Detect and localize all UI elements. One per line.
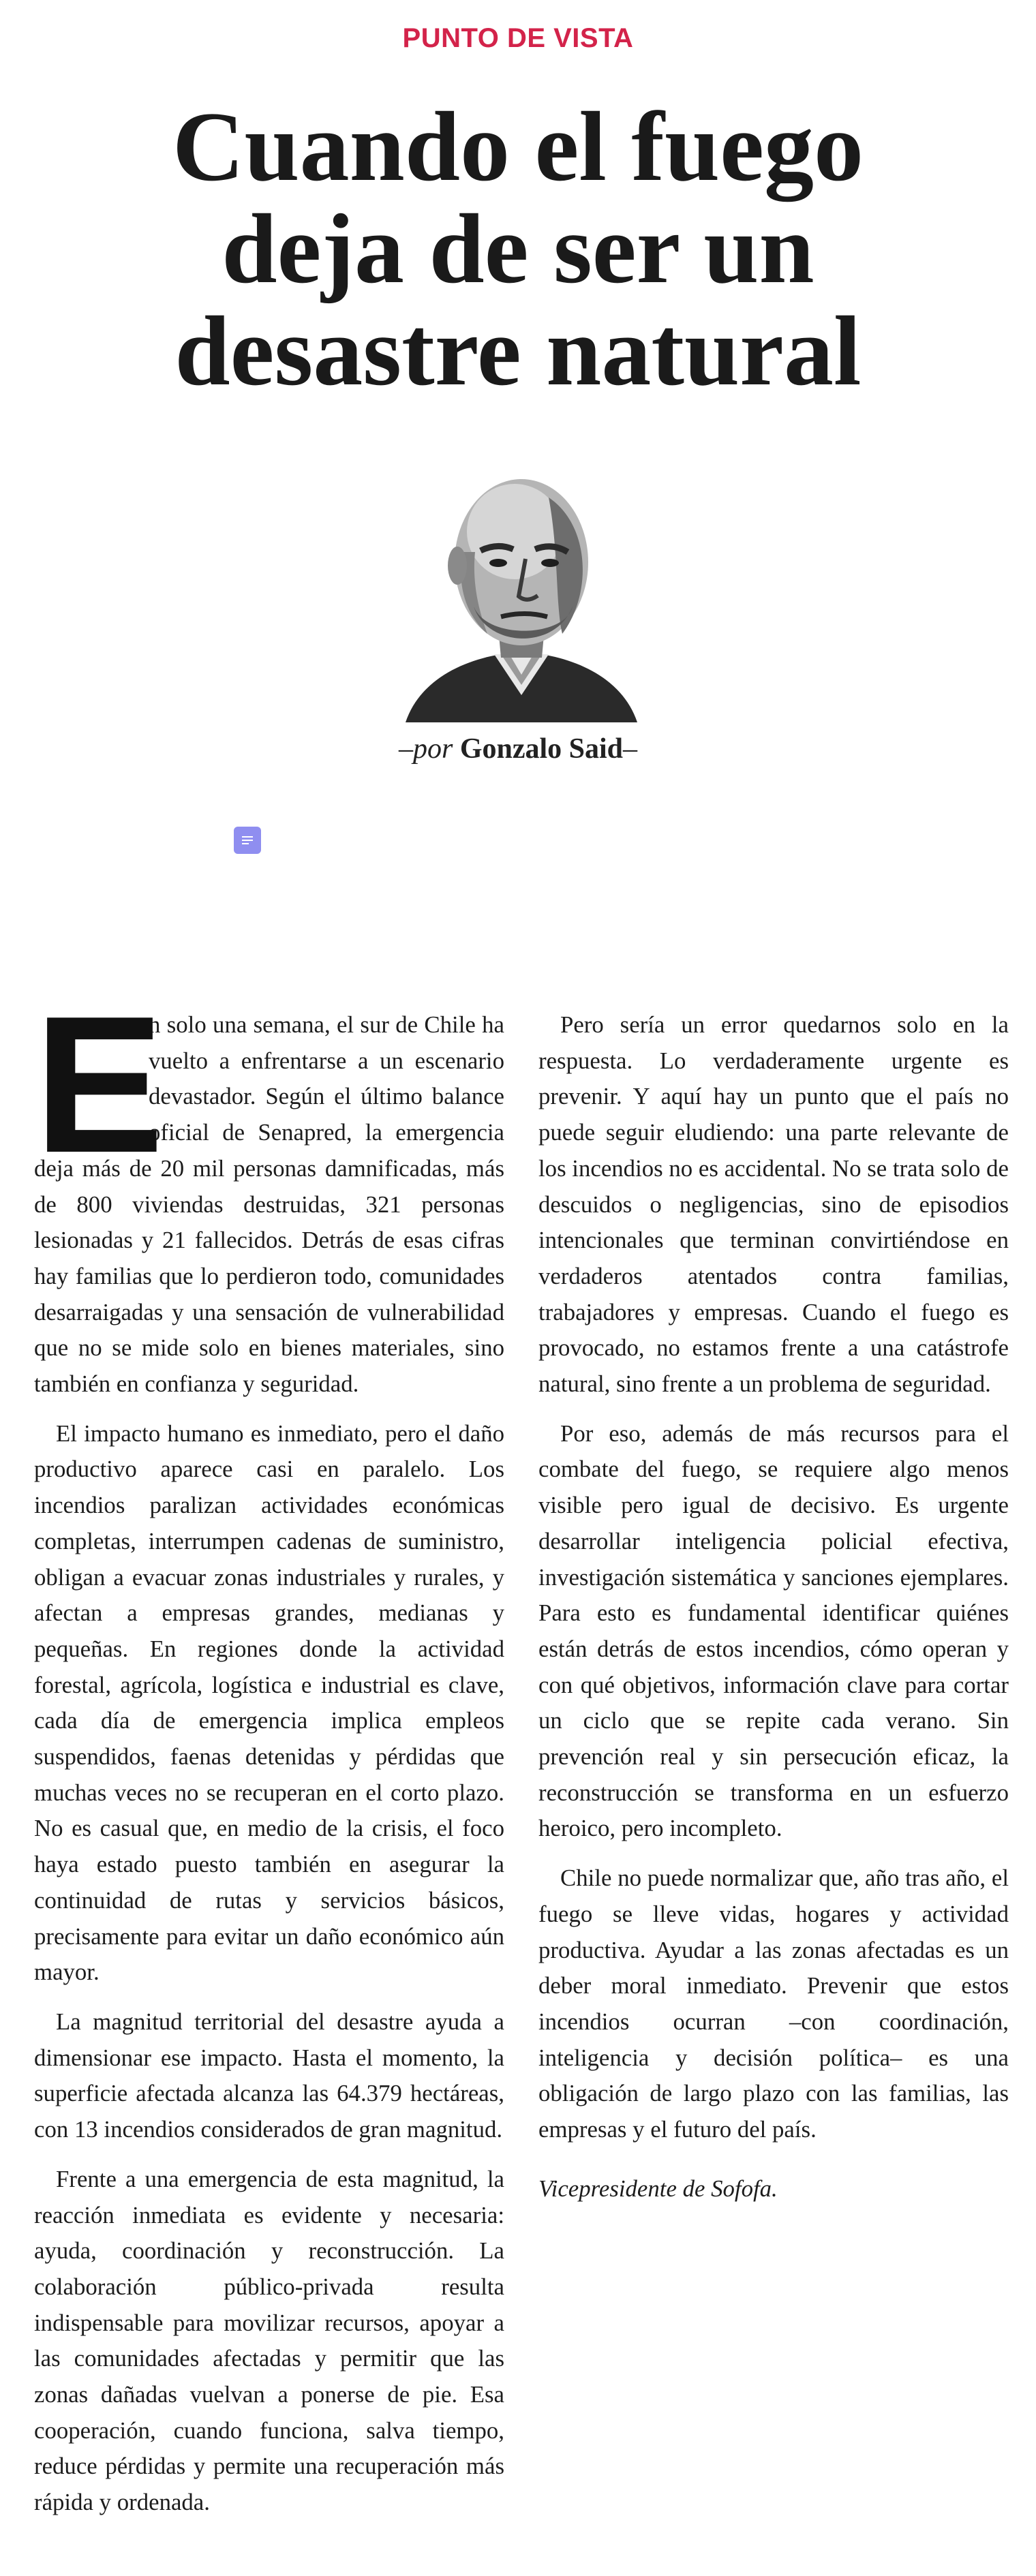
paragraph-5: Pero sería un error quedarnos solo en la respuesta. Lo verdaderamente urgente es prevenir. Y aquí hay un punto que el país no puede seguir eludiendo: una parte relevante de los incendios no es accidental. No se trata solo de descuidos o negligencias, sino de episodios intencionales que terminan convirtiéndose en verdaderos atentados contra familias, trabajadores y empresas. Cuando el fuego es provocado, no estamos frente a una catástrofe natural, sino frente a un problema de seguridad. bbox=[538, 1011, 1009, 1398]
document-lines-glyph bbox=[234, 827, 261, 854]
byline bbox=[0, 733, 1036, 765]
paragraph-3: La magnitud territorial del desastre ayuda a dimensionar ese impacto. Hasta el momento, la superficie afectada alcanza las 64.379 hectáreas, con 13 incendios considerados de gran magnitud. bbox=[34, 2008, 504, 2143]
author-portrait bbox=[399, 450, 644, 722]
drop-cap bbox=[34, 975, 164, 1193]
paragraph-4: Frente a una emergencia de esta magnitud, la reacción inmediata es evidente y necesaria: ayuda, coordinación y reconstrucción. La colaboración público-privada resulta indispensable para movilizar recursos, apoyar a las comunidades afectadas y permitir que las zonas dañadas vuelvan a ponerse de pie. Esa cooperación, cuando funciona, salva tiempo, reduce pérdidas y permite una recuperación más rápida y ordenada. bbox=[34, 2165, 504, 2516]
paragraph-2: El impacto humano es inmediato, pero el daño productivo aparece casi en paralelo. Los incendios paralizan actividades económicas completas, interrumpen cadenas de suministro, obligan a evacuar zonas industriales y rurales, y afectan a empresas grandes, medianas y pequeñas. En regiones donde la actividad forestal, agrícola, logística e industrial es clave, cada día de emergencia implica empleos suspendidos, faenas detenidas y pérdidas que muchas veces no se recuperan en el corto plazo. No es casual que, en medio de la crisis, el foco haya estado puesto también en asegurar la continuidad de rutas y servicios básicos, precisamente para evitar un daño económico aún mayor. bbox=[34, 1420, 504, 1986]
byline-author: Gonzalo Said bbox=[459, 733, 624, 765]
byline-prefix: –por bbox=[398, 733, 453, 765]
paragraph-6: Por eso, además de más recursos para el combate del fuego, se requiere algo menos visible pero igual de decisivo. Es urgente desarrollar inteligencia policial efectiva, investigación sistemática y sanciones ejemplares. Para esto es fundamental identificar quiénes están detrás de estos incendios, cómo operan y con qué objetivos, información clave para cortar un ciclo que se repite cada verano. Sin prevención real y sin persecución eficaz, la reconstrucción se transforma en un esfuerzo heroico, pero incompleto. bbox=[538, 1420, 1009, 1842]
headline-line-1: Cuando el fuego bbox=[172, 91, 864, 202]
drop-cap-letter: E bbox=[34, 975, 164, 1193]
headline-line-2: deja de ser un bbox=[222, 194, 814, 304]
paragraph-7: Chile no puede normalizar que, año tras año, el fuego se lleve vidas, hogares y actividad productiva. Ayudar a las zonas afectadas es un deber moral inmediato. Prevenir que estos incendios ocurran –con coordinación, inteligencia y decisión política– es una obligación de largo plazo con las familias, las empresas y el futuro del país. bbox=[538, 1865, 1009, 2143]
section-label: PUNTO DE VISTA bbox=[402, 23, 634, 53]
headline bbox=[109, 91, 927, 406]
author-signature: Vicepresidente de Sofofa. bbox=[538, 2175, 778, 2202]
paragraph-1 bbox=[34, 975, 504, 1402]
byline-suffix: – bbox=[623, 733, 638, 765]
article-column-right bbox=[538, 1007, 1009, 2207]
document-icon[interactable] bbox=[234, 827, 261, 854]
author-portrait-drawing bbox=[399, 450, 644, 722]
article-column-left bbox=[34, 975, 504, 2521]
headline-line-3: desastre natural bbox=[174, 296, 862, 406]
paragraph-1-text: n solo una semana, el sur de Chile ha vuelto a enfrentarse a un escenario devastador. Según el último balance oficial de Senapred, la emergencia deja más de 20 mil personas damnificadas, más de 800 viviendas destruidas, 321 personas lesionadas y 21 fallecidos. Detrás de esas cifras hay familias que lo perdieron todo, comunidades desarraigadas y una sensación de vulnerabilidad que no se mide solo en bienes materiales, sino también en confianza y seguridad. bbox=[34, 1011, 504, 1398]
